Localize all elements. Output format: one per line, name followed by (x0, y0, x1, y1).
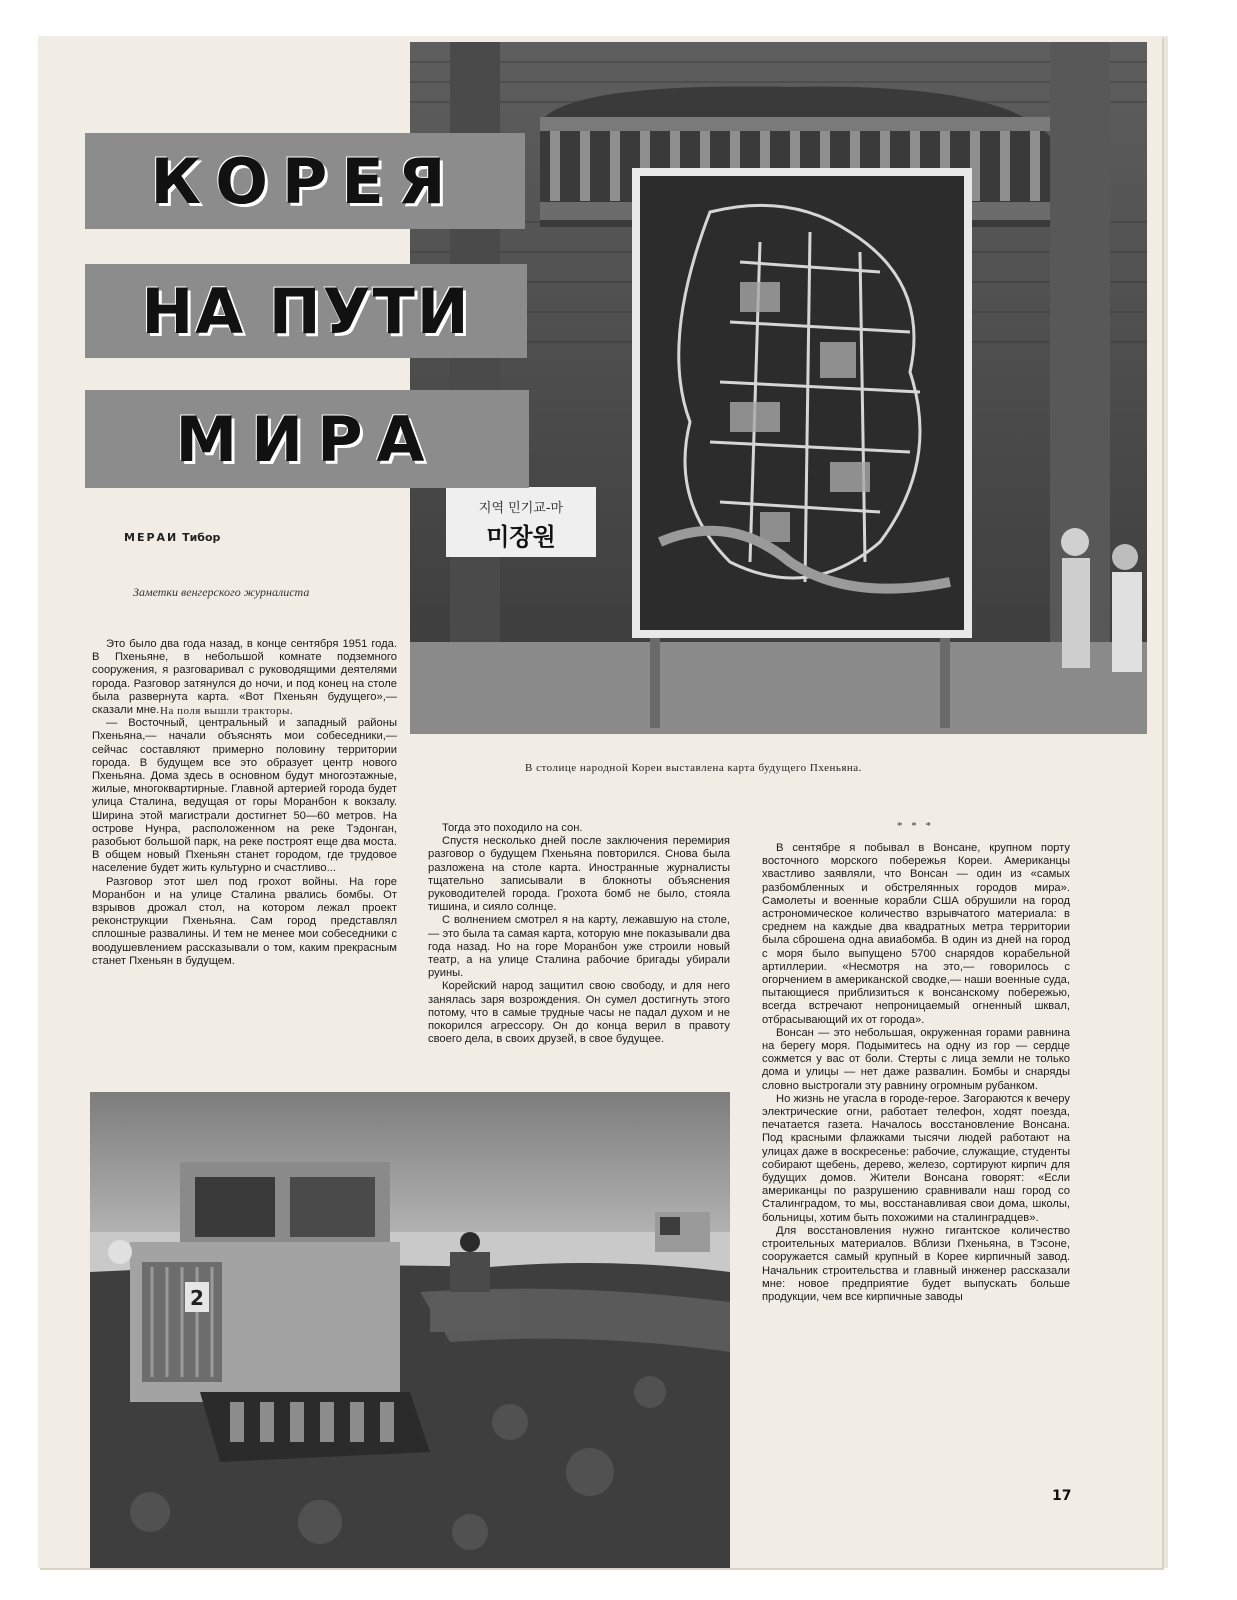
title-line-2: НА ПУТИ (85, 264, 527, 358)
title-line-3: МИРА (85, 390, 529, 488)
text-column-3 (762, 842, 1070, 1304)
paragraph: Для восстановления нужно гигантское количество строительных материалов. Вблизи Пхеньяна, в Тэсоне, сооружается самый крупный в Корее кирпичный завод. Начальник строительства и главный инженер рассказали мне: новое предприятие будет выпускать больше продукции, чем все кирпичные заводы (762, 1224, 1070, 1303)
section-separator: * * * (897, 820, 934, 832)
paragraph: Это было два года назад, в конце сентября 1951 года. В Пхеньяне, в небольшой комнате подземного сооружения, я разговаривал с руководящими деятелями города. Разговор затянулся до ночи, и под конец на столе была развернута карта. «Вот Пхеньян будущего»,— сказали мне. (92, 638, 397, 717)
paragraph: В сентябре я побывал в Вонсане, крупном порту восточного морского побережья Кореи. Американцы хвастливо заявляли, что Вонсан — один из «самых разбомбленных и обстрелянных городов мира». Самолеты и военные корабли США обрушили на город астрономическое количество взрывчатого материала: в среднем на каждые два квадратных метра территории была сброшена одна авиабомба. В один из дней на город с моря было выпущено 5700 снарядов корабельной артиллерии. «Несмотря на это,— говорилось с огорчением в американской сводке,— наши военные суда, пытающиеся приблизиться к вонсанскому побережью, всегда встречают непроницаемый огненный шквал, отбрасывающий их от города». (762, 842, 1070, 1026)
sign-line-1: 지역 민기교-마 (478, 501, 564, 516)
page-number: 17 (1052, 1488, 1072, 1504)
article-subtitle: Заметки венгерского журналиста (133, 585, 310, 599)
tractor-photo-drawing (90, 1092, 730, 1568)
paragraph: Разговор этот шел под грохот войны. На горе Моранбон и на улице Сталина рвались бомбы. От взрывов дрожал стол, на котором лежал проект реконструкции Пхеньяна. Сам город представлял сплошные развалины. И тем не менее мои собеседники с воодушевлением рассказывали о том, каким прекрасным станет Пхеньян в будущем. (92, 875, 397, 967)
tractor-number: 2 (190, 1286, 204, 1310)
paragraph: Корейский народ защитил свою свободу, и для него занялась заря возрождения. Он сумел достигнуть этого потому, что в самые трудные часы не падал духом и не покорился агрессору. Он до конца верил в правоту своего дела, в своих друзей, в свое будущее. (428, 980, 730, 1046)
paragraph: С волнением смотрел я на карту, лежавшую на столе,— это была та самая карта, которую мне показывали два года назад. Но на горе Моранбон уже строили новый театр, а на улице Сталина рабочие бригады убирали руины. (428, 914, 730, 980)
text-column-2 (428, 822, 730, 1046)
title-line-1: КОРЕЯ (85, 133, 525, 229)
paragraph: Но жизнь не угасла в городе-герое. Загораются к вечеру электрические огни, работает телефон, ходят поезда, печатается газета. Началось восстановление Вонсана. Под красными флажками тысячи людей работают на улицах даже в воскресенье: рабочие, служащие, студенты собирают щебень, дерево, железо, сортируют кирпич для будущих домов. Жители Вонсана говорят: «Если американцы по разрушению сравнивали наш город со Сталинградом, то мы, восстанавливая свои дома, школы, больницы, хотим быть похожими на сталинградцев». (762, 1092, 1070, 1224)
bottom-photo-caption: На поля вышли тракторы. (160, 705, 294, 717)
paragraph: — Восточный, центральный и западный районы Пхеньяна,— начали объяснять мои собеседники,— сейчас составляют примерно половину территории города. В будущем все это образует центр нового Пхеньяна. Дома здесь в основном будут многоэтажные, жилые, многоквартирные. Главной артерией города будет улица Сталина, ведущая от горы Моранбон к вокзалу. Ширина этой магистрали достигнет 50—60 метров. На острове Нунра, расположенном на реке Тэдонган, разобьют большой парк, на реке построят еще два моста. В общем новый Пхеньян станет городом, где трудовое население будет жить культурно и счастливо... (92, 717, 397, 875)
author-byline (124, 531, 220, 544)
top-photo-caption: В столице народной Кореи выставлена карта будущего Пхеньяна. (525, 762, 862, 774)
text-column-1 (92, 638, 397, 968)
author-given-name: Тибор (182, 531, 221, 544)
paragraph: Тогда это походило на сон. (442, 822, 583, 834)
sign-line-2: 미장원 (486, 523, 556, 551)
paragraph: Вонсан — это небольшая, окруженная горами равнина на берегу моря. Подымитесь на одну из гор — сердце сожмется у вас от боли. Стерты с лица земли не только дома и улицы — нет даже развалин. Бомбы и снаряды словно выстрогали эту равнину огромным рубанком. (762, 1026, 1070, 1092)
author-surname: МЕРАИ (124, 531, 179, 544)
paragraph: Спустя несколько дней после заключения перемирия разговор о будущем Пхеньяна повторился. Снова была разложена на столе карта. Иностранные журналисты тщательно записывали в блокноты объяснения руководителей города. Грохота бомб не было, стояла тишина, и сияло солнце. (428, 835, 730, 914)
tractor-photo (90, 1092, 730, 1568)
